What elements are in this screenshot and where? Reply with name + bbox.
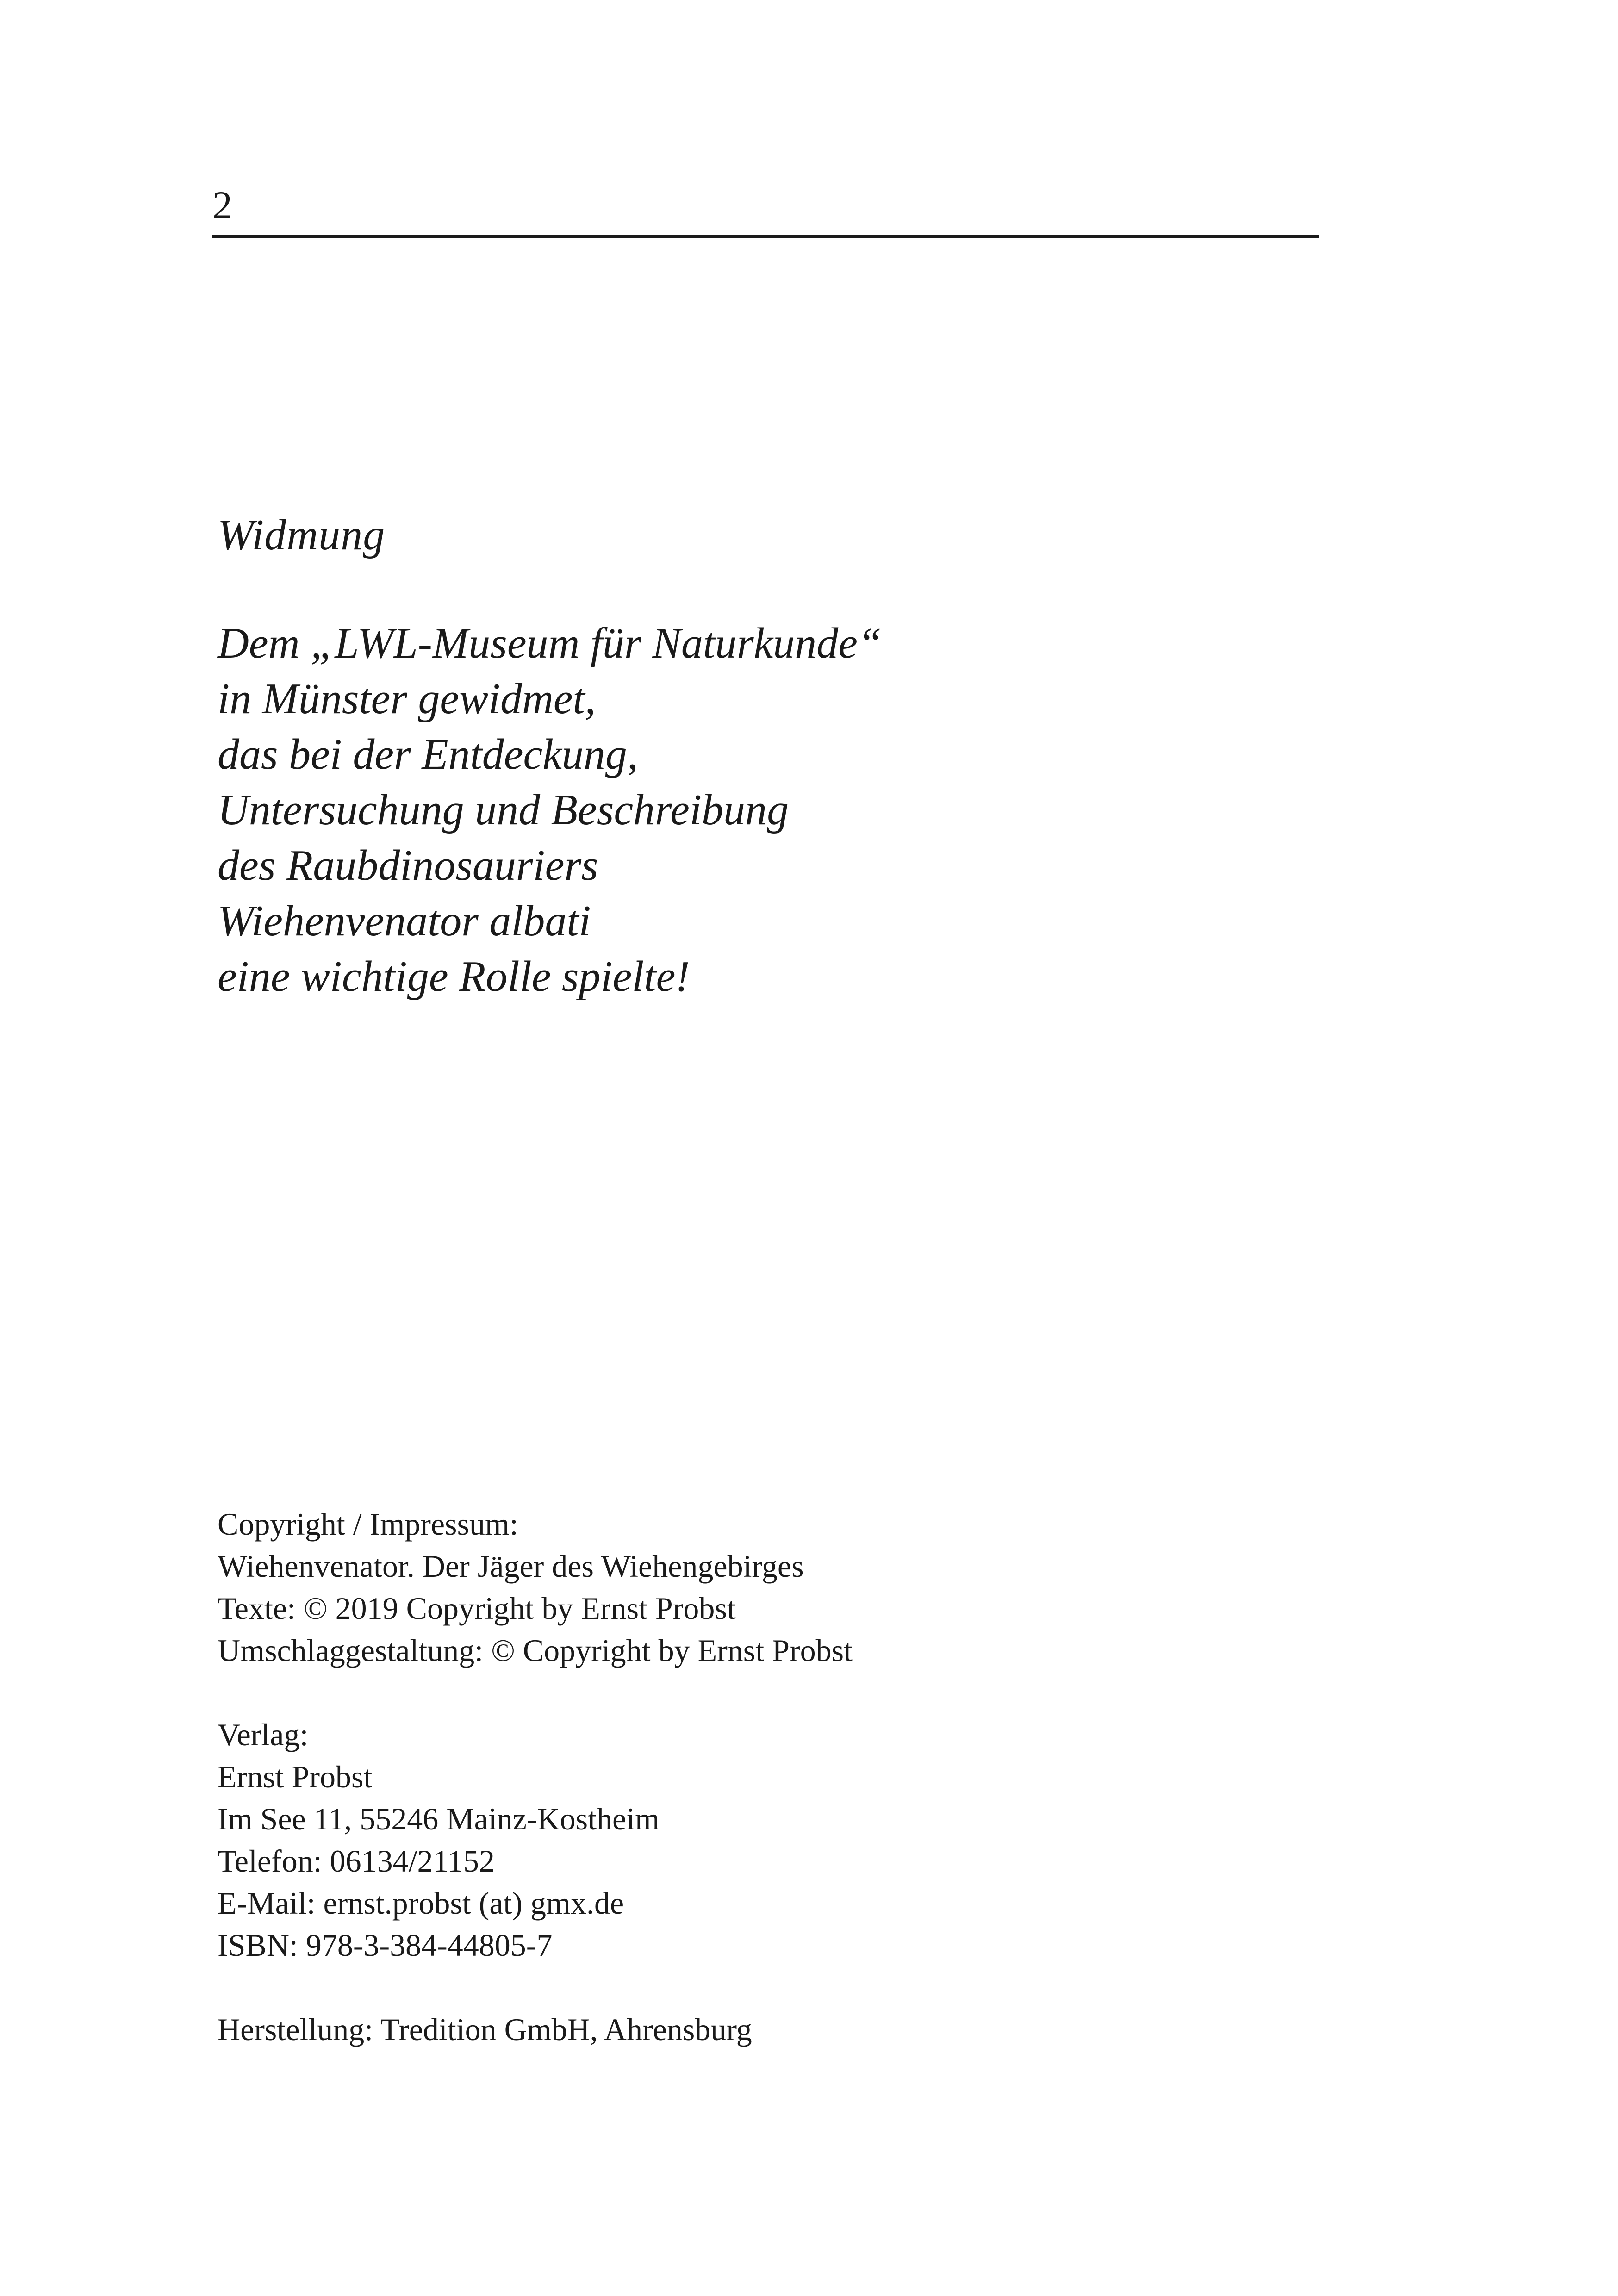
- copyright-line: Wiehenvenator. Der Jäger des Wiehengebirges: [218, 1549, 804, 1584]
- dedication-text: [218, 616, 882, 1004]
- publisher-line: Im See 11, 55246 Mainz-Kostheim: [218, 1801, 660, 1836]
- dedication-line: das bei der Entdeckung,: [218, 730, 638, 778]
- dedication-line: Dem „LWL-Museum für Naturkunde“: [218, 619, 882, 667]
- copyright-line: Texte: © 2019 Copyright by Ernst Probst: [218, 1591, 736, 1626]
- dedication-line: Wiehenvenator albati: [218, 897, 591, 945]
- publisher-line: ISBN: 978-3-384-44805-7: [218, 1928, 553, 1963]
- dedication-line: eine wichtige Rolle spielte!: [218, 952, 690, 1001]
- publisher-line: Telefon: 06134/21152: [218, 1843, 495, 1879]
- header-rule: [212, 235, 1319, 238]
- copyright-line: Umschlaggestaltung: © Copyright by Ernst Probst: [218, 1633, 853, 1668]
- dedication-line: des Raubdinosauriers: [218, 841, 598, 890]
- copyright-block: [218, 1503, 853, 1672]
- publisher-line: Verlag:: [218, 1717, 309, 1752]
- dedication-line: Untersuchung und Beschreibung: [218, 786, 789, 834]
- publisher-line: Ernst Probst: [218, 1759, 373, 1794]
- page-number: 2: [212, 183, 232, 227]
- dedication-line: in Münster gewidmet,: [218, 675, 596, 723]
- publisher-line: E-Mail: ernst.probst (at) gmx.de: [218, 1885, 624, 1921]
- dedication-heading: Widmung: [218, 511, 386, 559]
- production-block: [218, 2009, 853, 2051]
- production-line: Herstellung: Tredition GmbH, Ahrensburg: [218, 2012, 752, 2047]
- copyright-line: Copyright / Impressum:: [218, 1506, 518, 1542]
- publisher-block: [218, 1714, 853, 1966]
- imprint: [218, 1503, 853, 2093]
